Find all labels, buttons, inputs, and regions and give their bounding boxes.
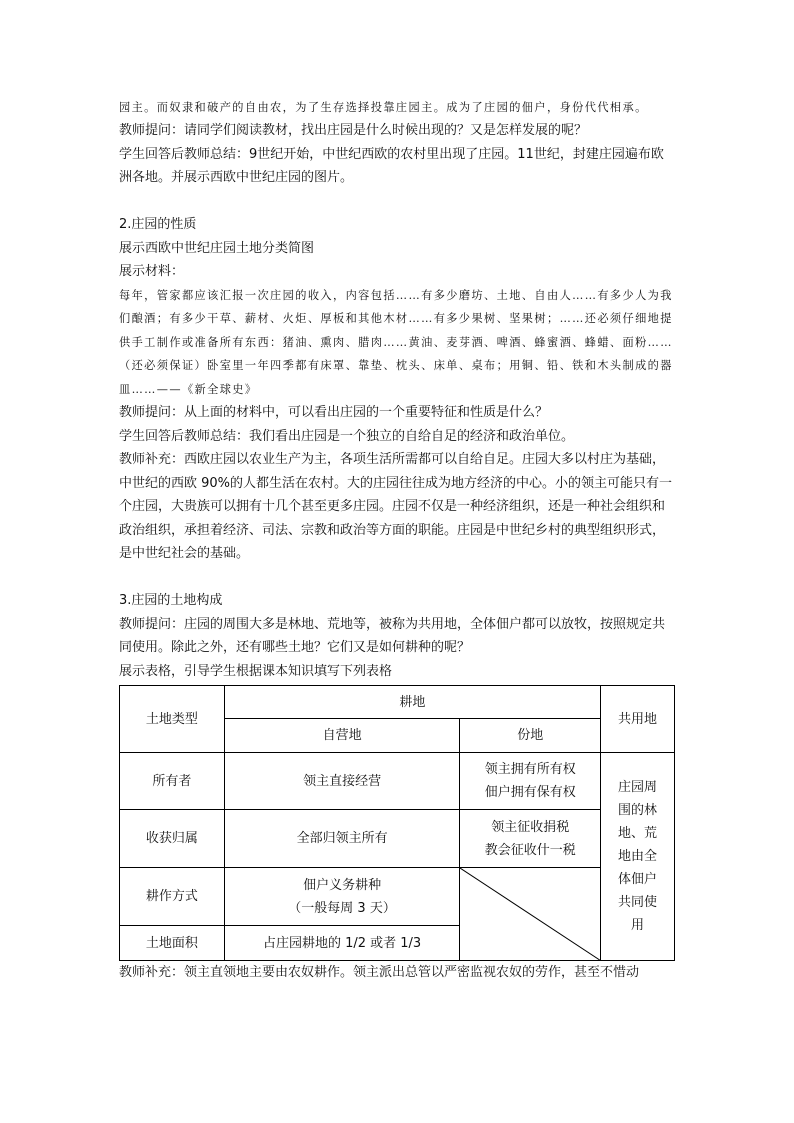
header-demesne: 自营地 — [224, 719, 460, 753]
header-common-land: 共用地 — [601, 686, 675, 753]
owner-demesne-cell: 领主直接经营 — [224, 753, 460, 810]
show-table-line: 展示表格，引导学生根据课本知识填写下列表格 — [119, 663, 393, 679]
section-2-heading: 2.庄园的性质 — [119, 217, 197, 232]
header-arable-land: 耕地 — [224, 686, 600, 719]
owner-share-line-2: 佃户拥有保有权 — [484, 785, 576, 800]
common-line-5: 体佃户 — [618, 872, 658, 887]
area-demesne-cell: 占庄园耕地的 1/2 或者 1/3 — [224, 926, 460, 961]
row-owner-label: 所有者 — [120, 753, 225, 810]
diagonal-line — [460, 868, 600, 960]
common-line-6: 共同使 — [618, 895, 658, 910]
common-line-2: 围的林 — [618, 803, 658, 818]
common-land-cell — [601, 753, 675, 961]
cultivation-demesne-cell — [224, 868, 460, 926]
harvest-share-line-1: 领主征收捐税 — [491, 819, 570, 835]
common-line-3: 地、荒 — [618, 826, 658, 841]
student-answer-1: 学生回答后教师总结：9世纪开始，中世纪西欧的农村里出现了庄园。11世纪，封建庄园遍布欧洲各地。并展示西欧中世纪庄园的图片。 — [119, 146, 664, 185]
document-page — [119, 97, 675, 985]
row-cultivation-label: 耕作方式 — [120, 868, 225, 926]
student-answer-2: 学生回答后教师总结：我们看出庄园是一个独立的自给自足的经济和政治单位。 — [119, 428, 575, 444]
teacher-question-1: 教师提问：请同学们阅读教材，找出庄园是什么时候出现的？又是怎样发展的呢？ — [119, 123, 588, 138]
header-share-land: 份地 — [460, 719, 601, 753]
section-3-heading: 3.庄园的土地构成 — [119, 593, 223, 608]
land-composition-table — [119, 685, 675, 961]
harvest-demesne-cell: 全部归领主所有 — [224, 810, 460, 868]
row-area-label: 土地面积 — [120, 926, 225, 961]
harvest-share-line-2: 教会征收什一税 — [484, 842, 576, 858]
show-material-line: 展示材料： — [119, 264, 185, 279]
common-line-1: 庄园周 — [618, 780, 658, 795]
cultivation-line-1: 佃户义务耕种 — [303, 877, 382, 893]
header-land-type: 土地类型 — [120, 686, 225, 753]
teacher-supplement-2: 教师补充：领主直领地主要由农奴耕作。领主派出总管以严密监视农奴的劳作，甚至不惜动 — [119, 965, 640, 980]
owner-share-line-1: 领主拥有所有权 — [484, 762, 576, 777]
teacher-question-2: 教师提问：从上面的材料中，可以看出庄园的一个重要特征和性质是什么？ — [119, 405, 549, 420]
empty-diagonal-cell — [460, 868, 601, 961]
common-line-4: 地由全 — [618, 849, 658, 864]
common-line-7: 用 — [631, 918, 645, 933]
row-harvest-label: 收获归属 — [120, 810, 225, 868]
cultivation-line-2: （一般每周 3 天） — [288, 900, 396, 916]
material-quote: 每年，管家都应该汇报一次庄园的收入，内容包括……有多少磨坊、土地、自由人……有多少人为我们酿酒；有多少干草、薪材、火炬、厚板和其他木材……有多少果树、坚果树；……还必须仔细地提供手工制作或准备所有东西：猪油、熏肉、腊肉……黄油、麦芽酒、啤酒、蜂蜜酒、蜂蜡、面粉……（还必须保证）卧室里一年四季都有床罩、靠垫、枕头、床单、桌布；用铜、铅、铁和木头制成的器皿……——《新全球史》 — [119, 288, 673, 396]
teacher-supplement-1: 教师补充：西欧庄园以农业生产为主，各项生活所需都可以自给自足。庄园大多以村庄为基础，中世纪的西欧 90%的人都生活在农村。大的庄园往往成为地方经济的中心。小的领主可能只有一个庄园，大贵族可以拥有十几个甚至更多庄园。庄园不仅是一种经济组织，还是一种社会组织和政治组织，承担着经济、司法、宗教和政治等方面的职能。庄园是中世纪乡村的典型组织形式，是中世纪社会的基础。 — [119, 452, 673, 561]
harvest-share-cell — [460, 810, 601, 868]
intro-paragraph: 园主。而奴隶和破产的自由农，为了生存选择投靠庄园主。成为了庄园的佃户，身份代代相承。 — [119, 101, 648, 114]
owner-share-cell — [460, 753, 601, 810]
teacher-question-3: 教师提问：庄园的周围大多是林地、荒地等，被称为共用地，全体佃户都可以放牧，按照规定共同使用。除此之外，还有哪些土地？它们又是如何耕种的呢？ — [119, 616, 666, 655]
show-diagram-line: 展示西欧中世纪庄园土地分类简图 — [119, 240, 315, 256]
